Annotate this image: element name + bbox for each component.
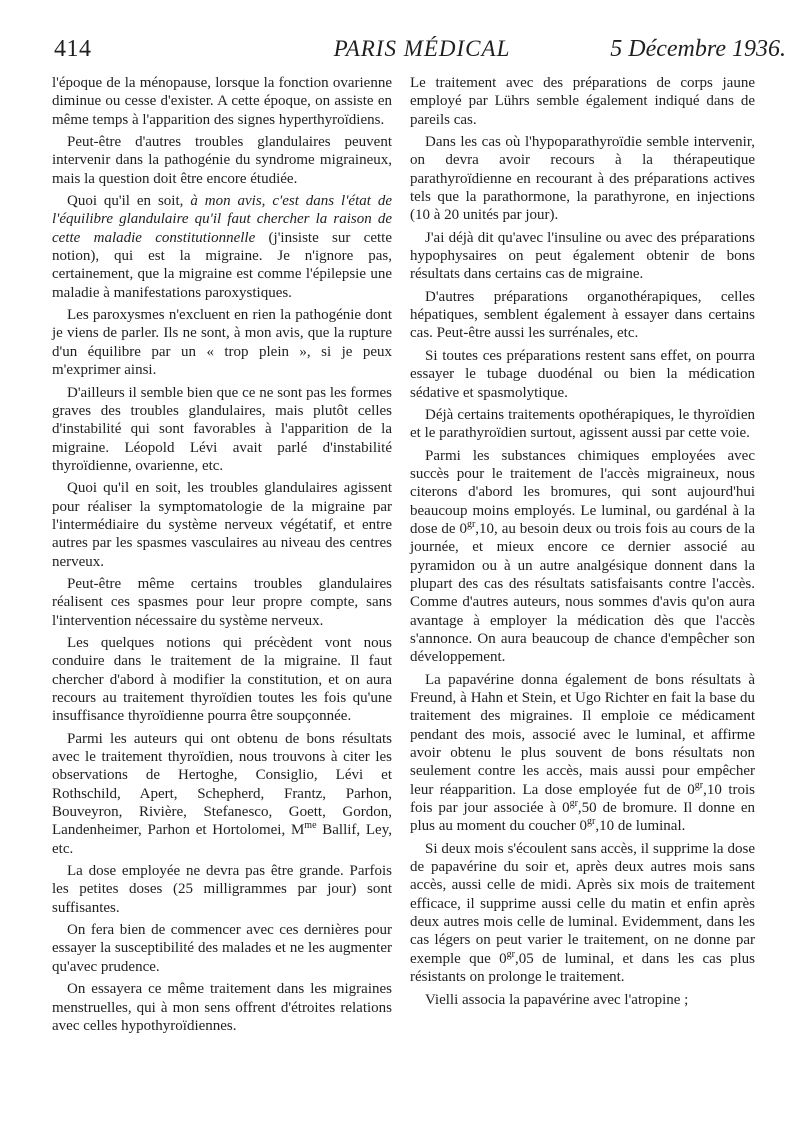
right-column	[410, 74, 755, 1013]
paragraph: Si deux mois s'écoulent sans accès, il supprime la dose de papavérine du soir et, après deux autres mois sans accès, aussi celle de midi. Après six mois de traitement efficace, il supprime aussi celle du matin et enfin après deux autres mois celle de luminal. Evidemment, dans les cas légers on peut varier le traitement, on ne donne par exemple que $0^{gr},05$ de luminal, et dans les cas plus résistants on prolonge le traitement.	[410, 840, 755, 986]
emphasis-text: à mon avis, c'est dans l'état de l'équilibre glandulaire qu'il faut chercher la raison de cette maladie constitutionnelle	[52, 193, 392, 246]
paragraph: Dans les cas où l'hypoparathyroïdie semble intervenir, on devra avoir recours à la thérapeutique parathyroïdienne en recourant à des préparations actives tels que la parathormone, la parathyrone, en injections (10 à 20 unités par jour).	[410, 134, 755, 224]
left-column	[52, 74, 392, 1039]
paragraph: On essayera ce même traitement dans les migraines menstruelles, qui à mon sens offrent d'étroites relations avec celles hypothyroïdiennes.	[52, 981, 392, 1034]
paragraph: La dose employée ne devra pas être grande. Parfois les petites doses (25 milligrammes par jour) sont suffisantes.	[52, 863, 392, 916]
paragraph: Quoi qu'il en soit, à mon avis, c'est dans l'état de l'équilibre glandulaire qu'il faut chercher la raison de cette maladie constitutionnelle (j'insiste sur cette notion), qui est la migraine. Je n'ignore pas, certainement, que la migraine est comme l'épilepsie une maladie à manifestations paroxystiques.	[52, 193, 392, 301]
paragraph: Le traitement avec des préparations de corps jaune employé par Lührs semble également indiqué dans de pareils cas.	[410, 75, 755, 128]
paragraph: Peut-être d'autres troubles glandulaires peuvent intervenir dans la pathogénie du syndrome migraineux, mais la question doit être encore étudiée.	[52, 134, 392, 187]
paragraph: l'époque de la ménopause, lorsque la fonction ovarienne diminue ou cesse d'exister. A cette époque, on assiste en même temps à l'apparition des signes hyperthyroïdiens.	[52, 75, 392, 128]
paragraph: La papavérine donna également de bons résultats à Freund, à Hahn et Stein, et Ugo Richter en fait la base du traitement des migraines. Il emploie ce médicament pendant des mois, associé avec le luminal, et affirme avoir obtenu le plus souvent de bons résultats non seulement contre les accès, mais aussi pour empêcher leur réapparition. La dose employée fut de $0^{gr},10$ trois fois par jour associée à $0^{gr},50$ de bromure. Il donne en plus au moment du coucher $0^{gr},10$ de luminal.	[410, 671, 755, 835]
paragraph: On fera bien de commencer avec ces dernières pour essayer la susceptibilité des malades et ne les augmenter qu'avec prudence.	[52, 922, 392, 975]
paragraph: D'autres préparations organothérapiques, celles hépatiques, semblent également à essayer dans certains cas. Peut-être aussi les surrénales, etc.	[410, 288, 755, 342]
page-header	[54, 36, 790, 72]
paragraph: Si toutes ces préparations restent sans effet, on pourra essayer le tubage duodénal ou bien la médication sédative et spasmolytique.	[410, 347, 755, 401]
paragraph: Parmi les auteurs qui ont obtenu de bons résultats avec le traitement thyroïdien, nous trouvons à citer les observations de Hertoghe, Consiglio, Lévi et Rothschild, Apert, Schepherd, Frantz, Parhon, Bouveyron, Rivière, Stefanesco, Goett, Gordon, Landenheimer, Parhon et Hortolomei, $M^{me}$ Ballif, Ley, etc.	[52, 730, 392, 857]
paragraph: J'ai déjà dit qu'avec l'insuline ou avec des préparations hypophysaires on peut également obtenir de bons résultats dans certains cas de migraine.	[410, 229, 755, 283]
paragraph: D'ailleurs il semble bien que ce ne sont pas les formes graves des troubles glandulaires, mais plutôt celles d'instabilité qui sont favorables à l'apparition de la migraine. Léopold Lévi avait parlé d'instabilité thyroïdienne, ovarienne, etc.	[52, 384, 392, 474]
paragraph: Peut-être même certains troubles glandulaires réalisent ces spasmes pour leur propre compte, sans l'intervention nécessaire du système nerveux.	[52, 575, 392, 629]
paragraph: Vielli associa la papavérine avec l'atropine ;	[425, 991, 689, 1008]
paragraph: Quoi qu'il en soit, les troubles glandulaires agissent pour réaliser la symptomatologie de la migraine par l'intermédiaire du système nerveux végétatif, et entre autres par les spasmes vasculaires au niveau des centres nerveux.	[52, 480, 392, 570]
paragraph: Déjà certains traitements opothérapiques, le thyroïdien et le parathyroïdien surtout, agissent aussi par cette voie.	[410, 406, 755, 442]
paragraph: Parmi les substances chimiques employées avec succès pour le traitement de l'accès migraineux, nous citerons d'abord les bromures, qui sont aujourd'hui beaucoup moins employés. Le luminal, ou gardénal à la dose de $0^{gr},10$, au besoin deux ou trois fois au cours de la journée, et mieux encore ce dernier associé au pyramidon ou à un autre analgésique donnent dans la plupart des cas des résultats satisfaisants contre l'accès. Comme d'autres auteurs, nous sommes d'avis qu'on aura avantage à employer la médication dès que l'accès s'annonce. On aura beaucoup de chance d'empêcher son développement.	[410, 447, 756, 666]
paragraph: Les paroxysmes n'excluent en rien la pathogénie dont je viens de parler. Ils ne sont, à mon avis, que la rupture d'un équilibre par un « trop plein », si je peux m'exprimer ainsi.	[52, 307, 392, 379]
page-number: 414	[54, 36, 92, 62]
paragraph: Les quelques notions qui précèdent vont nous conduire dans le traitement de la migraine. Il faut chercher d'abord à modifier la constitution, et on aura recours au traitement thyroïdien toutes les fois qu'une insuffisance thyroïdienne pourra être soupçonnée.	[52, 634, 392, 725]
journal-title: PARIS MÉDICAL	[333, 36, 511, 61]
issue-date: 5 Décembre 1936.	[610, 36, 786, 62]
